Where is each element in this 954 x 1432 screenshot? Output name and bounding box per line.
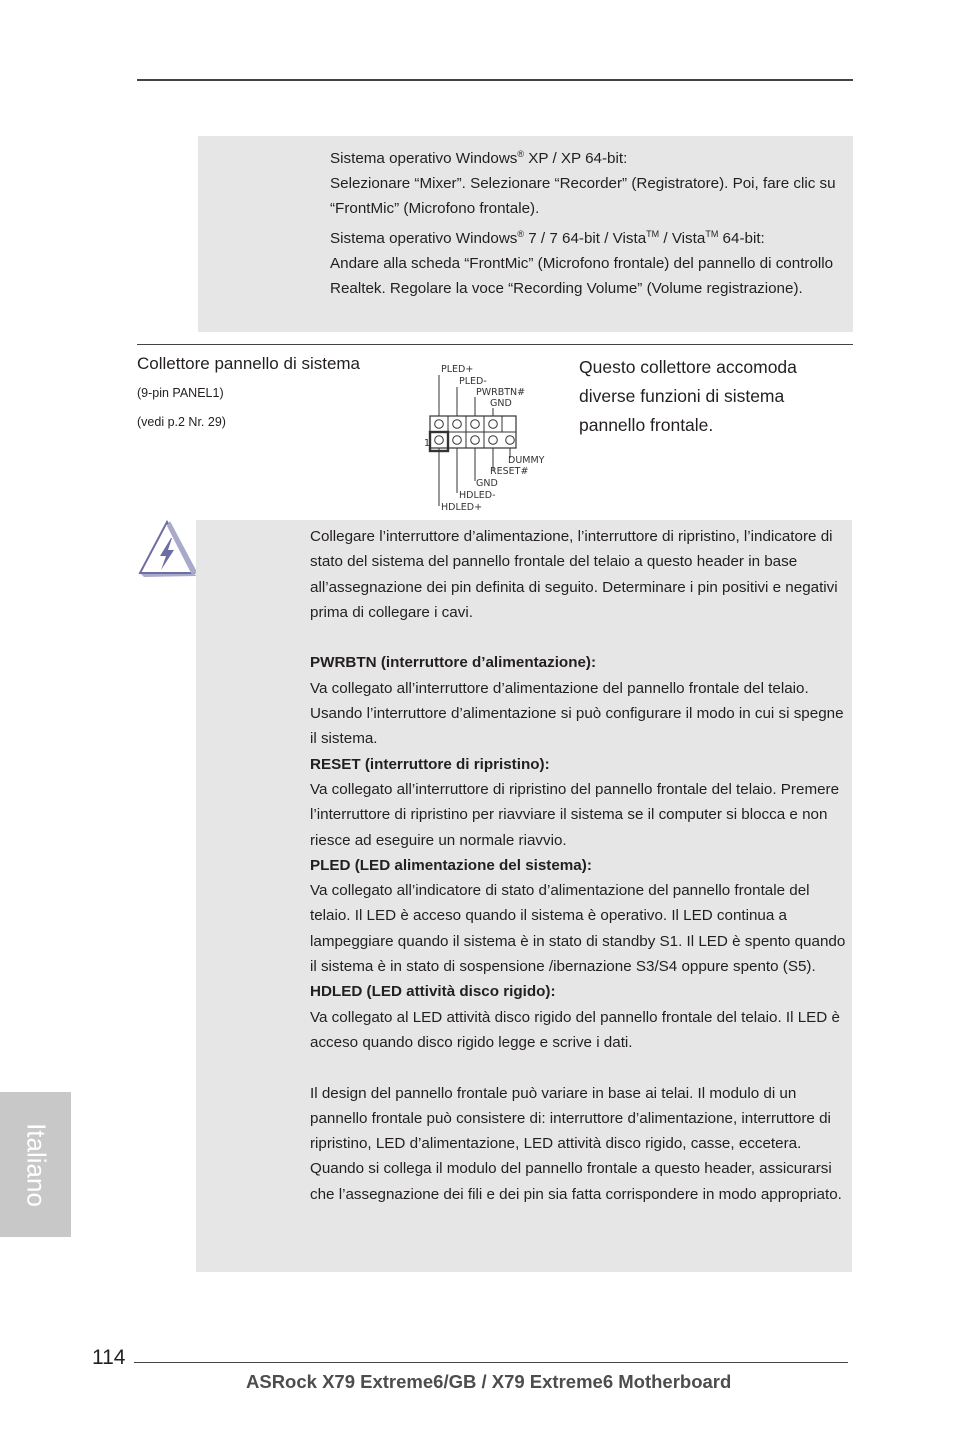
label-pled-plus: PLED+ <box>441 364 474 375</box>
label-dummy: DUMMY <box>508 455 545 466</box>
label-pwrbtn: PWRBTN# <box>476 387 526 398</box>
pled-title: PLED (LED alimentazione del sistema): <box>310 856 592 874</box>
label-gnd-bottom: GND <box>476 478 498 489</box>
reset-text: Va collegato all’interruttore di ripristino del pannello frontale del telaio. Premere l’interruttore di ripristino per riavviare il sistema se il computer si blocca e non riesce ad eseguire un normale riavvio. <box>310 780 840 849</box>
spacer <box>310 1055 850 1080</box>
design-paragraph: Il design del pannello frontale può variare in base ai telai. Il modulo di un pannello frontale può consistere di: interruttore d’alimentazione, interruttore di ripristino, LED d’alimentazione, LED attività disco rigido, casse, eccetera. Quando si collega il modulo del pannello frontale a questo header, assicurarsi che l’assegnazione dei fili e dei pin sia fatta corrispondere in modo appropriato. <box>310 1084 842 1203</box>
connector-reference: (vedi p.2 Nr. 29) <box>137 415 226 429</box>
intro-paragraph: Collegare l’interruttore d’alimentazione, l’interruttore di ripristino, l’indicatore di stato del sistema del pannello frontale del telaio a questo header in base all’assegnazione dei pin definita di seguito. Determinare i pin positivi e negativi prima di collegare i cavi. <box>310 528 838 621</box>
reset-title: RESET (interruttore di ripristino): <box>310 755 550 773</box>
language-label: Italiano <box>21 1122 51 1207</box>
connector-title: Collettore pannello di sistema <box>137 354 361 373</box>
connector-pin-label: (9-pin PANEL1) <box>137 386 224 400</box>
header-rule <box>137 79 853 81</box>
label-gnd-top: GND <box>490 398 512 409</box>
connector-description: Questo collettore accomoda diverse funzioni di sistema pannello frontale. <box>579 357 797 435</box>
warning-icon <box>136 518 198 578</box>
page-number: 114 <box>92 1346 126 1369</box>
xp-heading: Sistema operativo Windows® XP / XP 64-bit: <box>330 149 628 168</box>
win7-heading: Sistema operativo Windows® 7 / 7 64-bit / Vista™ / Vista™ 64-bit: <box>330 228 765 247</box>
label-pled-minus: PLED- <box>459 376 487 387</box>
instructions-text <box>330 142 845 301</box>
label-pin1: 1 <box>424 438 431 449</box>
label-reset: RESET# <box>490 466 529 477</box>
win7-instructions: Andare alla scheda “FrontMic” (Microfono frontale) del pannello di controllo Realtek. Regolare la voce “Recording Volume” (Volume registrazione). <box>330 254 834 298</box>
language-tab <box>0 1092 71 1237</box>
pwrbtn-title: PWRBTN (interruttore d’alimentazione): <box>310 654 597 672</box>
hdled-text: Va collegato al LED attività disco rigido del pannello frontale del telaio. Il LED è acceso quando disco rigido legge e scrive i dati. <box>310 1008 840 1051</box>
footer-rule <box>134 1362 848 1363</box>
notes-text <box>310 524 850 1207</box>
hdled-title: HDLED (LED attività disco rigido): <box>310 983 556 1001</box>
label-hdled-minus: HDLED- <box>459 490 496 501</box>
footer-product: ASRock X79 Extreme6/GB / X79 Extreme6 Motherboard <box>246 1371 732 1392</box>
pwrbtn-text: Va collegato all’interruttore d’alimentazione del pannello frontale del telaio. Usando l’interruttore d’alimentazione si può configurare il modo in cui si spegne il sistema. <box>310 679 844 748</box>
section-rule <box>137 344 853 345</box>
pled-text: Va collegato all’indicatore di stato d’alimentazione del pannello frontale del telaio. Il LED è acceso quando il sistema è operativo. Il LED continua a lampeggiare quando il sistema è in stato di standby S1. Il LED è spento quando il sistema è in stato di sospensione /ibernazione S3/S4 oppure spento (S5). <box>310 882 846 976</box>
label-hdled-plus: HDLED+ <box>441 502 483 513</box>
panel1-pin-diagram <box>426 360 556 512</box>
xp-instructions: Selezionare “Mixer”. Selezionare “Recorder” (Registratore). Poi, fare clic su “FrontMic” (Microfono frontale). <box>330 175 836 218</box>
spacer <box>310 625 850 650</box>
